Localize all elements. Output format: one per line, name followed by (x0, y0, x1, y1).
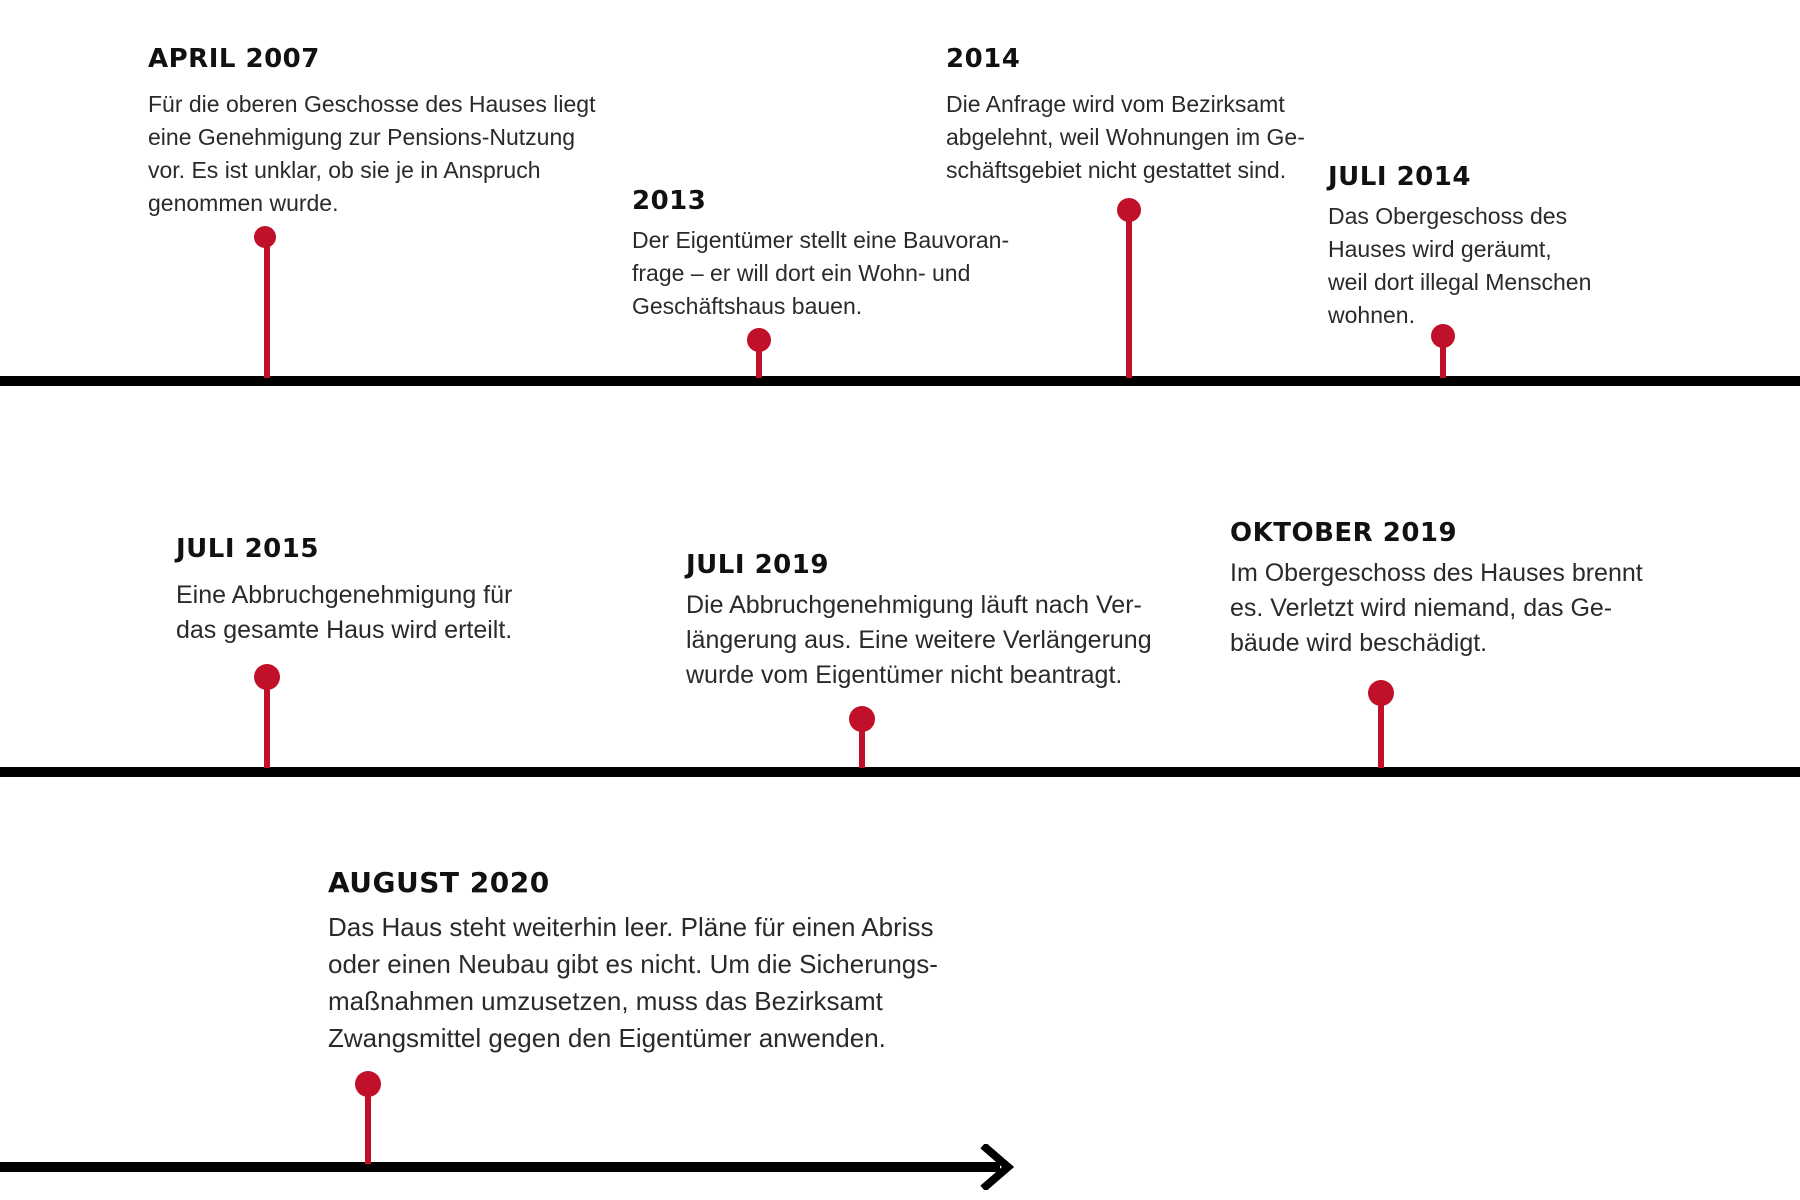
event-date: 2013 (632, 186, 707, 216)
event-pin-head (747, 328, 771, 352)
timeline-event (176, 534, 596, 648)
event-date: JULI 2015 (176, 534, 319, 564)
event-pin-head (254, 226, 276, 248)
timeline-event (328, 866, 988, 1057)
event-description: Im Obergeschoss des Hauses brennt es. Verletzt wird niemand, das Ge- bäude wird beschädigt. (1230, 559, 1643, 657)
timeline-axis-row-2 (0, 767, 1800, 777)
event-pin-head (355, 1071, 381, 1097)
event-pin-head (1368, 680, 1394, 706)
event-pin (1126, 210, 1132, 378)
timeline-event (1328, 162, 1668, 332)
timeline-event (148, 44, 668, 220)
timeline-event (686, 550, 1166, 693)
timeline-axis-row-1 (0, 376, 1800, 386)
timeline-axis-row-3 (0, 1162, 1000, 1172)
event-description: Das Obergeschoss des Hauses wird geräumt, weil dort illegal Menschen wohnen. (1328, 203, 1592, 328)
event-date: OKTOBER 2019 (1230, 518, 1458, 548)
event-date: JULI 2014 (1328, 162, 1471, 192)
event-pin-head (1431, 324, 1455, 348)
timeline-arrow-icon (978, 1144, 1018, 1190)
timeline-event (946, 44, 1346, 187)
event-date: APRIL 2007 (148, 44, 320, 74)
event-description: Der Eigentümer stellt eine Bauvoran- frage – er will dort ein Wohn- und Geschäftshaus bauen. (632, 227, 1010, 319)
event-description: Die Anfrage wird vom Bezirksamt abgelehnt, weil Wohnungen im Ge- schäftsgebiet nicht gestattet sind. (946, 91, 1305, 183)
event-description: Eine Abbruchgenehmigung für das gesamte Haus wird erteilt. (176, 581, 513, 644)
event-description: Für die oberen Geschosse des Hauses liegt eine Genehmigung zur Pensions-Nutzung vor. Es ist unklar, ob sie je in Anspruch genommen wurde. (148, 91, 596, 216)
event-pin-head (254, 664, 280, 690)
event-description: Das Haus steht weiterhin leer. Pläne für einen Abriss oder einen Neubau gibt es nicht. Um die Sicherungs- maßnahmen umzusetzen, muss das Bezirksamt Zwangsmittel gegen den Eigentümer anwenden. (328, 912, 938, 1053)
event-pin (264, 236, 270, 378)
timeline-event (1230, 518, 1670, 661)
timeline-event (632, 186, 1052, 323)
event-date: 2014 (946, 44, 1021, 74)
event-pin-head (849, 706, 875, 732)
event-date: AUGUST 2020 (328, 866, 550, 899)
event-description: Die Abbruchgenehmigung läuft nach Ver- längerung aus. Eine weitere Verlängerung wurde vom Eigentümer nicht beantragt. (686, 591, 1152, 689)
event-pin-head (1117, 198, 1141, 222)
event-date: JULI 2019 (686, 550, 829, 580)
